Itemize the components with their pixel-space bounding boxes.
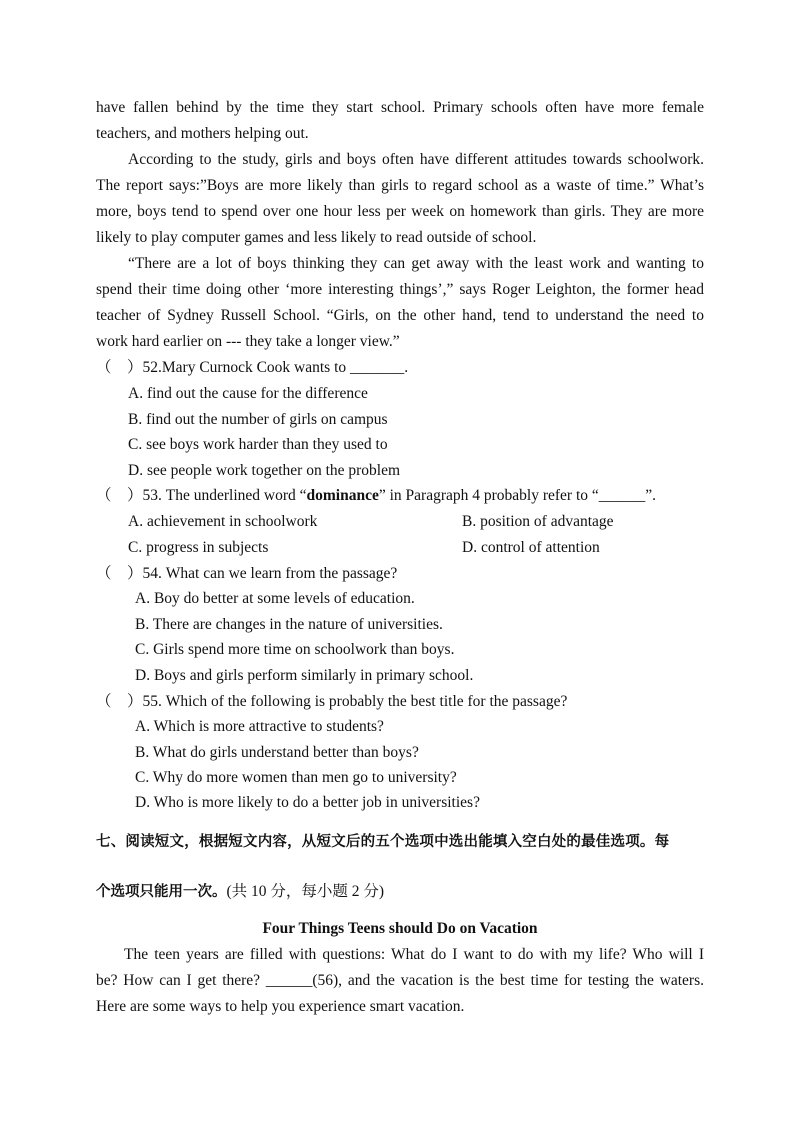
passage-line: The teen years are filled with questions: What do I want to do with my life? Who will I xyxy=(124,946,704,963)
question-52-option-c: C. see boys work harder than they used to xyxy=(128,436,388,453)
question-52-option-b: B. find out the number of girls on campus xyxy=(128,411,388,428)
section-7-heading: 七、阅读短文，根据短文内容，从短文后的五个选项中选出能填入空白处的最佳选项。每 xyxy=(96,834,670,850)
question-53-stem-pre: （ ）53. The underlined word “ xyxy=(96,487,307,504)
passage-line: Here are some ways to help you experience smart vacation. xyxy=(96,998,465,1015)
question-54-option-d: D. Boys and girls perform similarly in primary school. xyxy=(135,667,474,684)
paragraph-line: teacher of Sydney Russell School. “Girls, on the other hand, tend to understand the need to xyxy=(96,307,704,324)
question-54-option-a: A. Boy do better at some levels of education. xyxy=(135,590,415,607)
passage-line: be? How can I get there? ______(56), and the vacation is the best time for testing the waters. xyxy=(96,972,704,989)
question-53-stem xyxy=(96,486,704,506)
question-53-option-b: B. position of advantage xyxy=(462,513,614,530)
paragraph-line: According to the study, girls and boys often have different attitudes towards schoolwork. xyxy=(128,151,704,168)
question-55-option-a: A. Which is more attractive to students? xyxy=(135,718,384,735)
paragraph-line: likely to play computer games and less likely to read outside of school. xyxy=(96,229,537,246)
question-55-option-b: B. What do girls understand better than boys? xyxy=(135,744,419,761)
question-54-option-b: B. There are changes in the nature of universities. xyxy=(135,616,443,633)
question-53-option-c: C. progress in subjects xyxy=(128,539,269,556)
question-54-option-c: C. Girls spend more time on schoolwork than boys. xyxy=(135,641,455,658)
paragraph-line: teachers, and mothers helping out. xyxy=(96,125,309,142)
question-52-stem: （ ）52.Mary Curnock Cook wants to _______. xyxy=(96,359,409,376)
question-55-option-d: D. Who is more likely to do a better job in universities? xyxy=(135,794,480,811)
question-53-stem-post: ” in Paragraph 4 probably refer to “______”. xyxy=(378,487,657,504)
question-53-keyword: dominance xyxy=(306,487,379,504)
passage-title: Four Things Teens should Do on Vacation xyxy=(262,920,538,937)
question-55-option-c: C. Why do more women than men go to university? xyxy=(135,769,457,786)
section-7-heading-bold: 个选项只能用一次。 xyxy=(96,884,227,900)
question-53-option-a: A. achievement in schoolwork xyxy=(128,513,318,530)
question-52-option-a: A. find out the cause for the difference xyxy=(128,385,368,402)
section-7-heading-line2 xyxy=(96,882,704,902)
paragraph-line: The report says:”Boys are more likely than girls to regard school as a waste of time.” What’s xyxy=(96,177,704,194)
question-52-option-d: D. see people work together on the problem xyxy=(128,462,401,479)
paragraph-line: work hard earlier on --- they take a longer view.” xyxy=(96,333,400,350)
section-7-score-note: (共 10 分，每小题 2 分) xyxy=(226,883,385,900)
question-55-stem: （ ）55. Which of the following is probably the best title for the passage? xyxy=(96,693,568,710)
paragraph-line: more, boys tend to spend over one hour less per week on homework than girls. They are more xyxy=(96,203,704,220)
paragraph-line: have fallen behind by the time they start school. Primary schools often have more female xyxy=(96,99,704,116)
question-54-stem: （ ）54. What can we learn from the passage? xyxy=(96,565,398,582)
question-53-option-d: D. control of attention xyxy=(462,539,600,556)
paragraph-line: “There are a lot of boys thinking they can get away with the least work and wanting to xyxy=(128,255,704,272)
paragraph-line: spend their time doing other ‘more interesting things’,” says Roger Leighton, the former head xyxy=(96,281,704,298)
